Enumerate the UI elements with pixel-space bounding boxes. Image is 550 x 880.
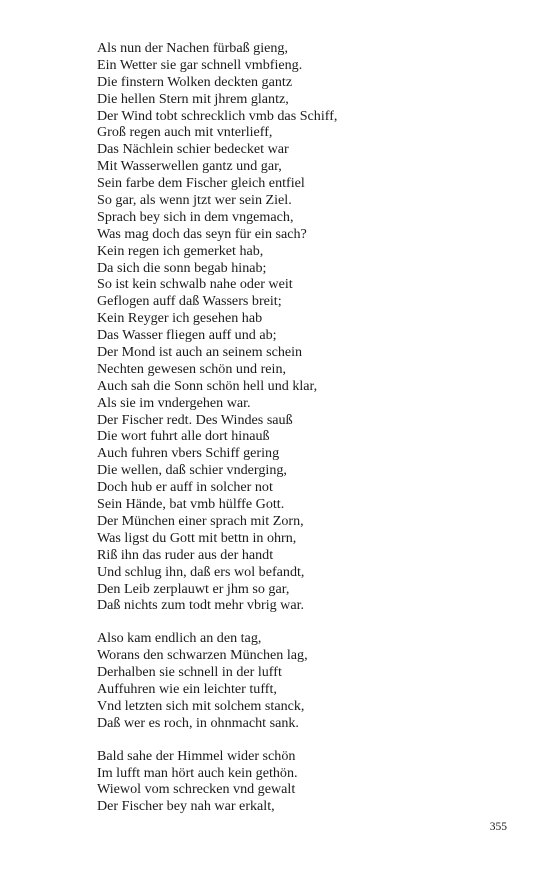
verse-line: Riß ihn das ruder aus der handt: [97, 546, 274, 563]
verse-line: Die finstern Wolken deckten gantz: [97, 73, 293, 90]
verse-line: Der Fischer redt. Des Windes sauß: [97, 411, 293, 428]
verse-line: Vnd letzten sich mit solchem stanck,: [97, 697, 305, 714]
verse-line: Der Fischer bey nah war erkalt,: [97, 798, 275, 815]
stanza: [97, 40, 517, 614]
verse-line: So ist kein schwalb nahe oder weit: [97, 276, 293, 293]
verse-line: Das Wasser fliegen auff und ab;: [97, 327, 277, 344]
verse-line: Geflogen auff daß Wassers breit;: [97, 293, 282, 310]
poem-text: [97, 40, 517, 815]
verse-line: Der München einer sprach mit Zorn,: [97, 512, 304, 529]
verse-line: Die wellen, daß schier vnderging,: [97, 462, 287, 479]
verse-line: Sein farbe dem Fischer gleich entfiel: [97, 175, 305, 192]
verse-line: Das Nächlein schier bedecket war: [97, 141, 289, 158]
verse-line: Kein regen ich gemerket hab,: [97, 242, 264, 259]
verse-line: Daß wer es roch, in ohnmacht sank.: [97, 714, 299, 731]
verse-line: Und schlug ihn, daß ers wol befandt,: [97, 563, 305, 580]
verse-line: Was ligst du Gott mit bettn in ohrn,: [97, 529, 297, 546]
verse-line: Ein Wetter sie gar schnell vmbfieng.: [97, 56, 303, 73]
verse-line: Die hellen Stern mit jhrem glantz,: [97, 90, 289, 107]
verse-line: Den Leib zerplauwt er jhm so gar,: [97, 580, 290, 597]
verse-line: Groß regen auch mit vnterlieff,: [97, 124, 273, 141]
verse-line: Doch hub er auff in solcher not: [97, 479, 273, 496]
verse-line: Der Wind tobt schrecklich vmb das Schiff,: [97, 107, 338, 124]
verse-line: Als sie im vndergehen war.: [97, 394, 251, 411]
verse-line: Worans den schwarzen München lag,: [97, 647, 308, 664]
verse-line: Daß nichts zum todt mehr vbrig war.: [97, 597, 305, 614]
verse-line: Sein Hände, bat vmb hülffe Gott.: [97, 496, 285, 513]
verse-line: Auch fuhren vbers Schiff gering: [97, 445, 280, 462]
verse-line: Als nun der Nachen fürbaß gieng,: [97, 40, 288, 56]
verse-line: Kein Reyger ich gesehen hab: [97, 310, 263, 327]
verse-line: Mit Wasserwellen gantz und gar,: [97, 158, 282, 175]
verse-line: Der Mond ist auch an seinem schein: [97, 344, 303, 361]
page-number: 355: [489, 821, 507, 833]
stanza: [97, 748, 517, 816]
verse-line: So gar, als wenn jtzt wer sein Ziel.: [97, 192, 292, 209]
verse-line: Bald sahe der Himmel wider schön: [97, 747, 296, 764]
verse-line: Derhalben sie schnell in der lufft: [97, 664, 282, 681]
verse-line: Auffuhren wie ein leichter tufft,: [97, 680, 277, 697]
verse-line: Was mag doch das seyn für ein sach?: [97, 225, 307, 242]
verse-line: Nechten gewesen schön und rein,: [97, 360, 287, 377]
verse-line: Auch sah die Sonn schön hell und klar,: [97, 377, 318, 394]
verse-line: Die wort fuhrt alle dort hinauß: [97, 428, 270, 445]
verse-line: Also kam endlich an den tag,: [97, 630, 262, 647]
verse-line: Sprach bey sich in dem vngemach,: [97, 208, 294, 225]
verse-line: Da sich die sonn begab hinab;: [97, 259, 267, 276]
verse-line: Wiewol vom schrecken vnd gewalt: [97, 781, 296, 798]
stanza: [97, 630, 517, 731]
verse-line: Im lufft man hört auch kein gethön.: [97, 764, 298, 781]
